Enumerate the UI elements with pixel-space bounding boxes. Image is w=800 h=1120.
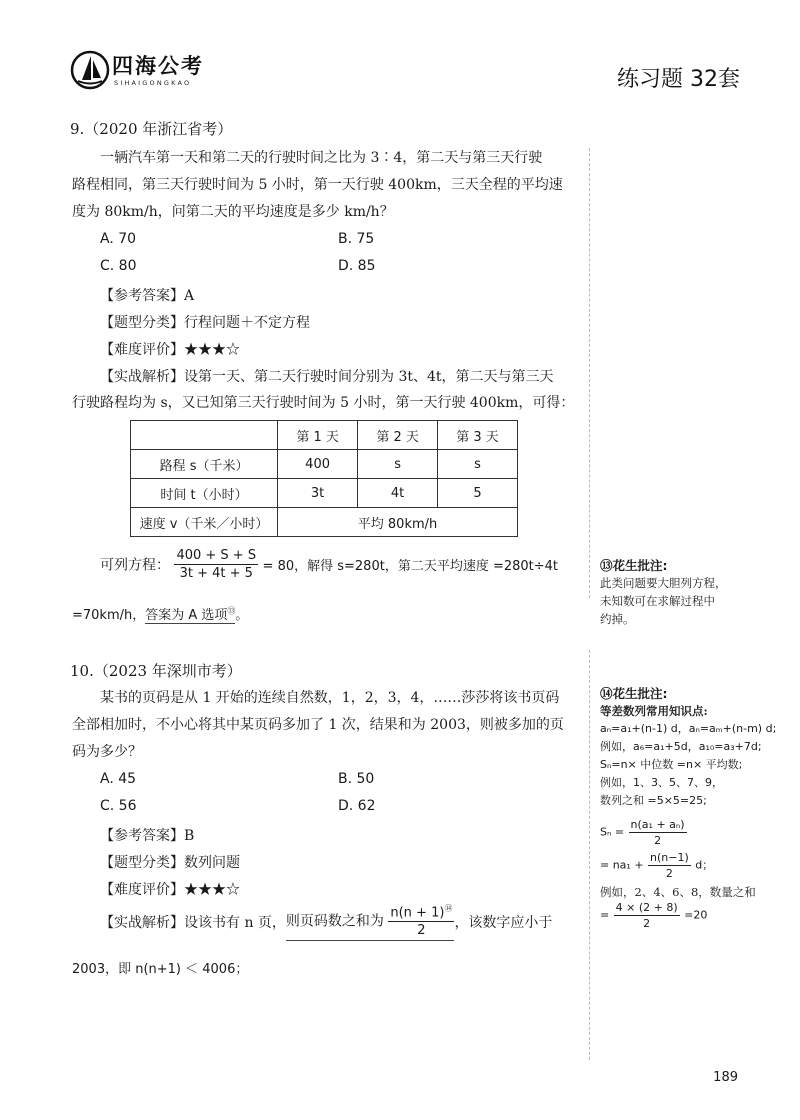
q10-analysis [100,903,552,941]
set-title: 练习题 32套 [617,67,740,92]
q9-line: 路程相同，第三天行驶时间为 5 小时，第一天行驶 400km，三天全程的平均速 [72,177,563,193]
q9-title: 9.（2020 年浙江省考） [70,120,233,138]
sn2-fraction [648,851,691,880]
note-14 [600,684,795,930]
table-cell [131,421,278,450]
sn2-suffix: d； [695,858,714,872]
q10-line: 某书的页码是从 1 开始的连续自然数，1，2，3，4，……莎莎将该书页码 [100,690,560,706]
note-13 [600,556,790,628]
table-cell: 5 [438,479,518,508]
brand-logo [70,48,240,98]
eq-suffix: = 80，解得 s=280t，第二天平均速度 =280t÷4t [262,559,559,574]
q10-answer: 【参考答案】B [100,828,195,844]
table-row [131,450,518,479]
note-14-marker[interactable]: ⑭ [444,904,453,913]
q10-option-b: B. 50 [338,771,375,787]
table-cell: 第 2 天 [358,421,438,450]
fraction-numerator: n(a₁ + aₙ) [630,818,685,831]
analysis-label: 【实战解析】 [100,915,184,932]
analysis-underline [286,903,455,941]
q10-option-c: C. 56 [100,798,137,814]
q9-difficulty: 【难度评价】★★★☆ [100,342,240,358]
fraction-denominator: 2 [643,917,651,930]
example-formula [600,901,795,930]
table-cell: 400 [278,450,358,479]
table-cell: 速度 v（千米／小时） [131,508,278,537]
q9-analysis-line2: 行驶路程均为 s，又已知第三天行驶时间为 5 小时，第一天行驶 400km，可得： [72,395,575,411]
q10-line: 码为多少？ [72,744,142,760]
sum-fraction [388,903,454,938]
q9-analysis [100,366,554,386]
sn-formula [600,818,795,847]
q10-title: 10.（2023 年深圳市考） [70,662,242,680]
table-cell: s [438,450,518,479]
sn-label: Sₙ = [600,825,625,839]
q10-stem [72,685,587,766]
table-cell: 平均 80km/h [278,508,518,537]
sn-formula-2 [600,851,795,880]
note-14-line: aₙ=a₁+(n-1) d，aₙ=aₘ+(n-m) d; [600,722,777,735]
example-fraction [614,901,680,930]
q9-category: 【题型分类】行程问题＋不定方程 [100,315,310,331]
fraction-denominator: 2 [654,834,662,847]
q10-option-a: A. 45 [100,771,137,787]
answer-underline [145,608,235,624]
fraction-denominator: 2 [665,867,673,880]
note-14-line: 数列之和 =5×5=25; [600,794,707,807]
q10-option-d: D. 62 [338,798,376,814]
margin-divider [589,650,590,1060]
note-13-marker[interactable]: ⑬ [227,606,236,616]
fraction-numerator: n(n−1) [650,851,689,864]
q9-option-d: D. 85 [338,258,376,274]
q9-line: 一辆汽车第一天和第二天的行驶时间之比为 3∶4，第二天与第三天行驶 [100,150,543,166]
q9-option-a: A. 70 [100,231,137,247]
table-cell: 路程 s（千米） [131,450,278,479]
ex-prefix: = [600,908,610,922]
table-cell: 第 3 天 [438,421,518,450]
q9-equation [100,548,558,581]
note-14-line: 等差数列常用知识点: [600,704,708,718]
page-number: 189 [713,1070,738,1085]
note-13-line: 未知数可在求解过程中 [600,594,715,608]
fraction-numerator: 4 × (2 + 8) [615,901,678,914]
logo-en-text: SIHAIGONGKAO [114,79,192,87]
q9-table [130,420,518,537]
sn-fraction [629,818,687,847]
fraction-denominator: 3t + 4t + 5 [179,566,253,581]
q10-line: 全部相加时，不小心将其中某页码多加了 1 次，结果和为 2003，则被多加的页 [72,717,564,733]
q10-category: 【题型分类】数列问题 [100,855,240,871]
eq-line2-end: 。 [235,608,249,623]
table-cell: 时间 t（小时） [131,479,278,508]
margin-divider [589,148,590,598]
table-row [131,508,518,537]
note-14-line: 例如，a₆=a₁+5d，a₁₀=a₃+7d; [600,740,762,753]
fraction-numerator [388,903,454,922]
eq-line2-b: 答案为 A 选项 [145,608,228,623]
q9-answer: 【参考答案】A [100,288,195,304]
note-14-line: 例如，1、3、5、7、9， [600,776,723,789]
equation-fraction [174,548,258,581]
fraction-numerator-text: n(n + 1) [390,905,445,921]
note-13-title: ⑬花生批注: [600,558,668,573]
sailboat-logo-icon [70,50,110,90]
q9-line: 度为 80km/h，问第二天的平均速度是多少 km/h？ [72,204,394,220]
q9-option-c: C. 80 [100,258,137,274]
q9-stem [72,145,587,226]
q10-analysis-last: 2003，即 n(n+1) ＜ 4006； [72,962,249,977]
analysis-text: 则页码数之和为 [285,913,384,930]
q9-option-b: B. 75 [338,231,375,247]
fraction-numerator: 400 + S + S [176,548,257,563]
q10-difficulty: 【难度评价】★★★☆ [100,882,240,898]
table-header-row [131,421,518,450]
eq-prefix: 可列方程： [100,557,170,574]
analysis-text: 设第一天、第二天行驶时间分别为 3t、4t，第二天与第三天 [184,369,554,385]
note-14-example: 例如，2、4、6、8，数量之和 [600,885,756,899]
note-13-line: 约掉。 [600,612,635,626]
table-cell: s [358,450,438,479]
fraction-denominator: 2 [417,923,426,939]
note-14-line: Sₙ=n× 中位数 =n× 平均数; [600,758,743,771]
analysis-text: ，该数字应小于 [454,915,553,932]
eq-line2-a: =70km/h， [72,608,146,623]
analysis-label: 【实战解析】 [100,369,184,385]
table-cell: 3t [278,479,358,508]
sn2-prefix: = na₁ + [600,858,644,872]
table-row [131,479,518,508]
note-14-title: ⑭花生批注: [600,686,668,701]
table-cell: 第 1 天 [278,421,358,450]
logo-cn-text: 四海公考 [112,54,204,78]
q9-equation-line2 [72,604,248,623]
ex-suffix: =20 [684,908,708,922]
table-cell: 4t [358,479,438,508]
analysis-text: 设该书有 n 页， [184,915,286,932]
note-13-line: 此类问题要大胆列方程， [600,576,727,590]
